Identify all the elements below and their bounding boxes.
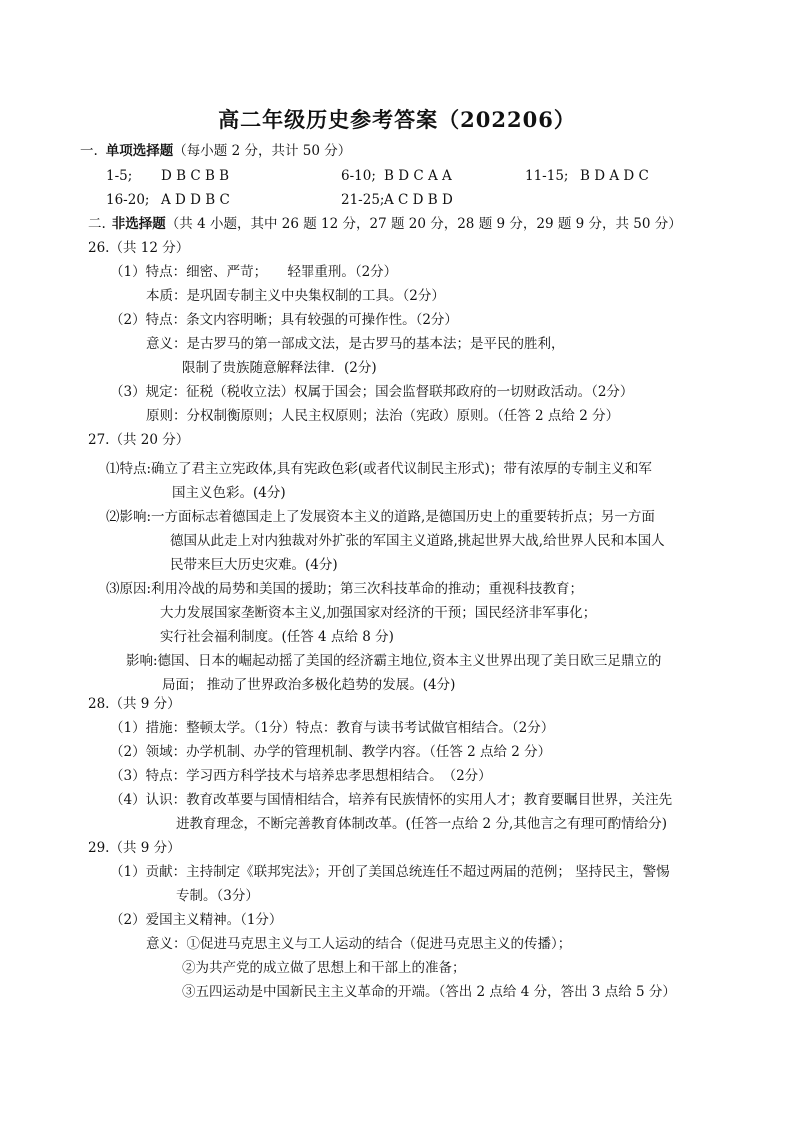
answer-line: 影响:德国、日本的崛起动摇了美国的经济霸主地位,资本主义世界出现了美日欧三足鼎立的 <box>126 653 662 669</box>
answer-line: ③五四运动是中国新民主主义革命的开端。（答出 2 点给 4 分，答出 3 点给 5 分） <box>182 984 676 1000</box>
answer-line: 意义：是古罗马的第一部成文法，是古罗马的基本法；是平民的胜利， <box>146 336 565 352</box>
section2-title: 非选择题 <box>111 216 166 232</box>
section2-heading <box>88 214 682 234</box>
answer-line: 进教育理念，不断完善教育体制改革。(任答一点给 2 分,其他言之有理可酌情给分) <box>176 816 667 832</box>
mc-range: 16-20; <box>106 192 150 208</box>
mc-range: 6-10; <box>341 168 376 184</box>
answer-line: 实行社会福利制度。(任答 4 点给 8 分) <box>160 629 394 645</box>
mc-range: 11-15; <box>525 168 569 184</box>
mc-answers: A C D B D <box>384 192 453 208</box>
answer-line: 局面； 推动了世界政治多极化趋势的发展。(4分) <box>162 677 456 693</box>
answer-line: （1）贡献：主持制定《联邦宪法》；开创了美国总统连任不超过两届的范例； 坚持民主，警惕 <box>110 864 670 880</box>
answer-line: ⑴特点:确立了君主立宪政体,具有宪政色彩(或者代议制民主形式)；带有浓厚的专制主义和军 <box>106 461 652 477</box>
mc-range: 1-5; <box>106 168 133 184</box>
mc-answers: D B C B B <box>161 168 230 184</box>
section1-title: 单项选择题 <box>105 143 174 159</box>
section2-number: 二. <box>88 216 106 232</box>
answer-line: （4）认识：教育改革要与国情相结合，培养有民族情怀的实用人才；教育要瞩目世界，关注先 <box>110 792 673 808</box>
answer-line: 意义：①促进马克思主义与工人运动的结合（促进马克思主义的传播）； <box>146 936 572 952</box>
answer-line: 原则：分权制衡原则；人民主权原则；法治（宪政）原则。（任答 2 点给 2 分） <box>146 408 620 424</box>
mc-answers: B D A D C <box>580 168 649 184</box>
answer-line: 德国从此走上对内独裁对外扩张的军国主义道路,挑起世界大战,给世界人民和本国人 <box>170 533 665 549</box>
section1-heading <box>80 141 351 161</box>
answer-line: （2）领域：办学机制、办学的管理机制、教学内容。（任答 2 点给 2 分） <box>110 744 552 760</box>
answer-line: ②为共产党的成立做了思想上和干部上的准备； <box>182 960 466 976</box>
section1-number: 一. <box>80 143 98 159</box>
answer-line: 本质：是巩固专制主义中央集权制的工具。（2分） <box>146 288 445 304</box>
answer-line: 国主义色彩。(4分) <box>172 485 286 501</box>
answer-line: （3）特点：学习西方科学技术与培养忠孝思想相结合。 （2分） <box>110 768 492 784</box>
section1-note: （每小题 2 分，共计 50 分） <box>173 143 352 159</box>
answer-line: （1）特点：细密、严苛； 轻罪重刑。（2分） <box>110 264 398 280</box>
page-title: 高二年级历史参考答案（202206） <box>218 107 576 132</box>
answer-line: 大力发展国家垄断资本主义,加强国家对经济的干预；国民经济非军事化； <box>160 605 597 621</box>
answer-line: （3）规定：征税（税收立法）权属于国会；国会监督联邦政府的一切财政活动。（2分） <box>110 384 634 400</box>
question-heading: 28.（共 9 分） <box>88 696 181 712</box>
mc-answers: A D D B C <box>161 192 230 208</box>
answer-line: （2）爱国主义精神。（1分） <box>110 912 283 928</box>
answer-line: 限制了贵族随意解释法律．(2分) <box>182 360 377 376</box>
answer-line: （2）特点：条文内容明晰；具有较强的可操作性。（2分） <box>110 312 458 328</box>
question-heading: 29.（共 9 分） <box>88 840 181 856</box>
section2-note: （共 4 小题，其中 26 题 12 分，27 题 20 分，28 题 9 分，29 题 9 分，共 50 分） <box>165 216 682 232</box>
answer-line: 专制。（3分） <box>176 888 259 904</box>
answer-line: ⑶原因:利用冷战的局势和美国的援助；第三次科技革命的推动；重视科技教育； <box>106 581 584 597</box>
answer-line: （1）措施：整顿太学。（1分）特点：教育与读书考试做官相结合。（2分） <box>110 720 555 736</box>
answer-line: ⑵影响:一方面标志着德国走上了发展资本主义的道路,是德国历史上的重要转折点；另一方面 <box>106 509 655 525</box>
mc-answers: B D C A A <box>384 168 452 184</box>
mc-range: 21-25; <box>341 192 385 208</box>
answer-line: 民带来巨大历史灾难。(4分) <box>170 557 338 573</box>
question-heading: 26.（共 12 分） <box>88 240 190 256</box>
question-heading: 27.（共 20 分） <box>88 432 190 448</box>
